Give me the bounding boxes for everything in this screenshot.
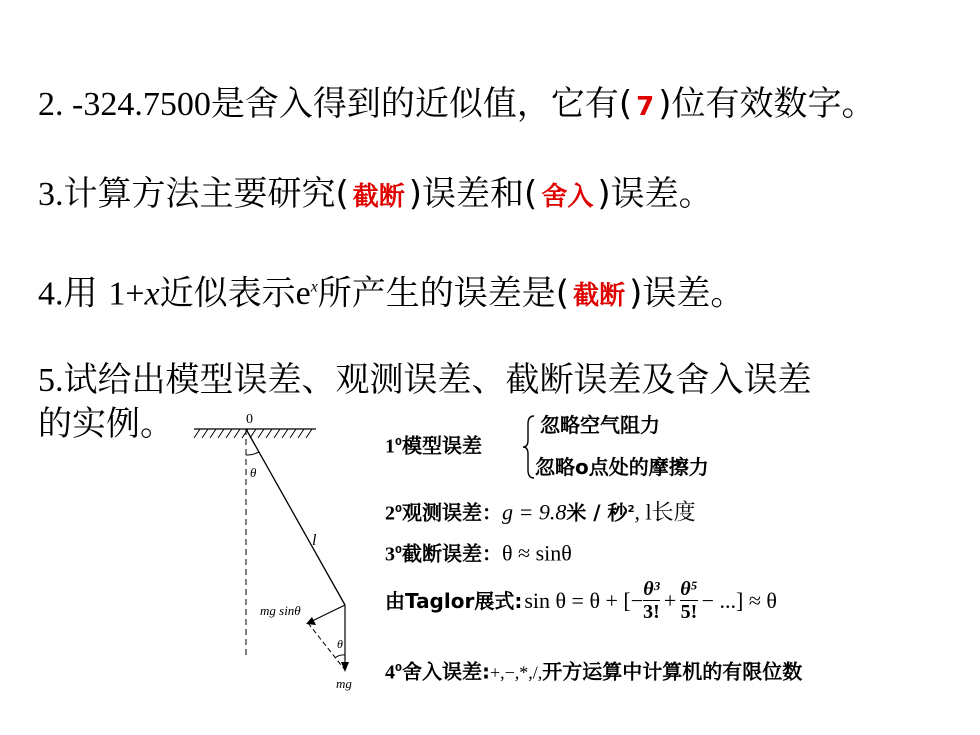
question-3-answer-1: 截断 <box>352 182 405 212</box>
question-3-text-a: 计算方法主要研究( <box>63 174 349 214</box>
brace-icon <box>522 414 536 480</box>
question-3-number: 3. <box>38 176 64 213</box>
question-2 <box>38 84 875 127</box>
error-4: $4^0$舍入误差:+,−,*,/,开方运算中计算机的有限位数 <box>385 659 803 684</box>
mgsin-label: mg sinθ <box>260 603 301 618</box>
theta-label: θ <box>250 465 257 480</box>
question-4-text-a: 用 <box>63 273 109 314</box>
question-4-expr: 1+x <box>108 275 160 313</box>
question-4-number: 4. <box>38 275 64 313</box>
question-2-answer: 7 <box>636 92 655 122</box>
error-1: $1^0$模型误差 <box>385 433 482 458</box>
question-3-text-c: )误差。 <box>597 174 713 214</box>
question-2-number: 2. -324.7500 <box>38 86 211 123</box>
question-5-number: 5. <box>38 362 64 399</box>
length-label: l <box>312 532 317 549</box>
error-1-item-b: 忽略o点处的摩擦力 <box>535 455 709 479</box>
taylor-expansion: 由Taglor展式: sin θ = θ + [− $\frac{\text{θ³}}{3!}$ + $\frac{\text{θ⁵}}{5!}$ − ...] ≈ θ <box>385 578 777 623</box>
question-4 <box>38 268 744 316</box>
question-5-line-1: 5.试给出模型误差、观测误差、截断误差及舍入误差 <box>38 360 812 400</box>
question-2-text-b: )位有效数字。 <box>658 84 876 124</box>
origin-label: 0 <box>246 412 253 427</box>
error-1-item-a: 忽略空气阻力 <box>540 413 660 437</box>
question-5-line-2: 的实例。 <box>38 404 174 444</box>
pendulum-diagram <box>180 405 360 695</box>
mg-label: mg <box>336 676 352 691</box>
question-2-text-a: 是舍入得到的近似值，它有( <box>210 84 633 124</box>
error-2: $2^0$观测误差：g = 9.8米 / 秒$^2$, l长度 <box>385 499 696 525</box>
question-4-exp: $e^x$ <box>295 275 318 313</box>
error-3: $3^0$截断误差：θ ≈ sinθ <box>385 540 572 566</box>
fraction-2: $\frac{\text{θ⁵}}{5!}$ <box>680 578 698 623</box>
question-4-text-c: 所产生的误差是( <box>317 273 570 314</box>
question-4-answer: 截断 <box>573 281 626 312</box>
question-3-answer-2: 舍入 <box>541 182 594 212</box>
question-4-text-b: 近似表示 <box>159 273 296 314</box>
question-4-text-d: )误差。 <box>629 273 745 314</box>
fraction-1: $\frac{\text{θ³}}{3!}$ <box>643 578 660 623</box>
question-3-text-b: )误差和( <box>408 174 538 214</box>
theta-label-2: θ <box>337 637 343 651</box>
question-3 <box>38 174 713 217</box>
